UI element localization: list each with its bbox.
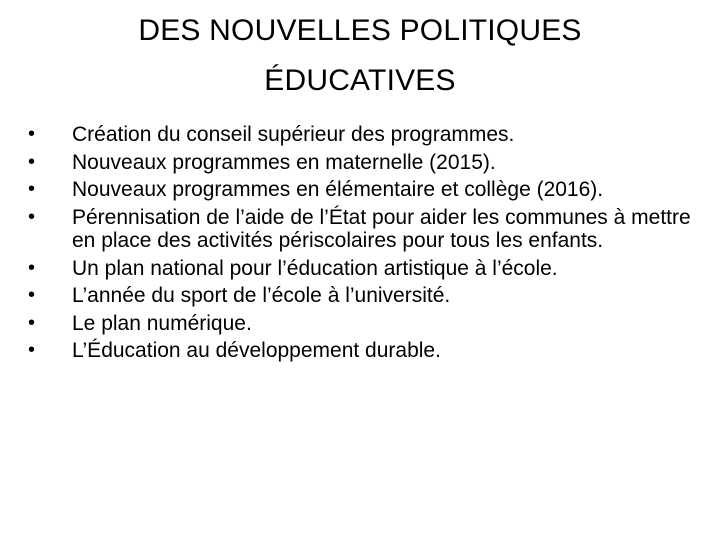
bullet-item-annee-sport	[28, 284, 698, 308]
bullet-text: Pérennisation de l’aide de l’État pour aider les communes à mettre en place des activités périscolaires pour tous les enfants.	[72, 205, 691, 252]
slide-title	[60, 6, 660, 106]
bullet-point-icon: •	[28, 178, 36, 200]
bullet-item-conseil	[28, 123, 698, 147]
bullet-point-icon: •	[28, 284, 36, 306]
bullet-point-icon: •	[28, 256, 36, 279]
bullet-item-education-artistique	[28, 257, 698, 281]
bullet-point-icon: •	[28, 150, 36, 173]
bullet-item-maternelle	[28, 151, 698, 175]
bullet-point-icon: •	[28, 311, 36, 334]
bullet-text: L’Éducation au développement durable.	[72, 339, 441, 362]
bullet-point-icon: •	[28, 123, 36, 145]
bullet-list	[28, 123, 698, 367]
bullet-text: Un plan national pour l’éducation artistique à l’école.	[72, 256, 558, 280]
bullet-text: L’année du sport de l’école à l’université.	[72, 284, 451, 307]
slide-title-line-1: DES NOUVELLES POLITIQUES	[138, 14, 582, 47]
bullet-text: Nouveaux programmes en maternelle (2015).	[72, 150, 496, 174]
bullet-item-plan-numerique	[28, 312, 698, 336]
bullet-item-perennisation	[28, 206, 698, 253]
bullet-point-icon: •	[28, 205, 36, 228]
slide-title-line-2: ÉDUCATIVES	[264, 64, 456, 97]
bullet-item-elementaire-college	[28, 178, 698, 202]
bullet-item-developpement-durable	[28, 339, 698, 363]
bullet-text: Le plan numérique.	[72, 311, 252, 335]
bullet-text: Nouveaux programmes en élémentaire et collège (2016).	[72, 178, 604, 201]
bullet-point-icon: •	[28, 339, 36, 361]
bullet-text: Création du conseil supérieur des programmes.	[72, 123, 515, 146]
